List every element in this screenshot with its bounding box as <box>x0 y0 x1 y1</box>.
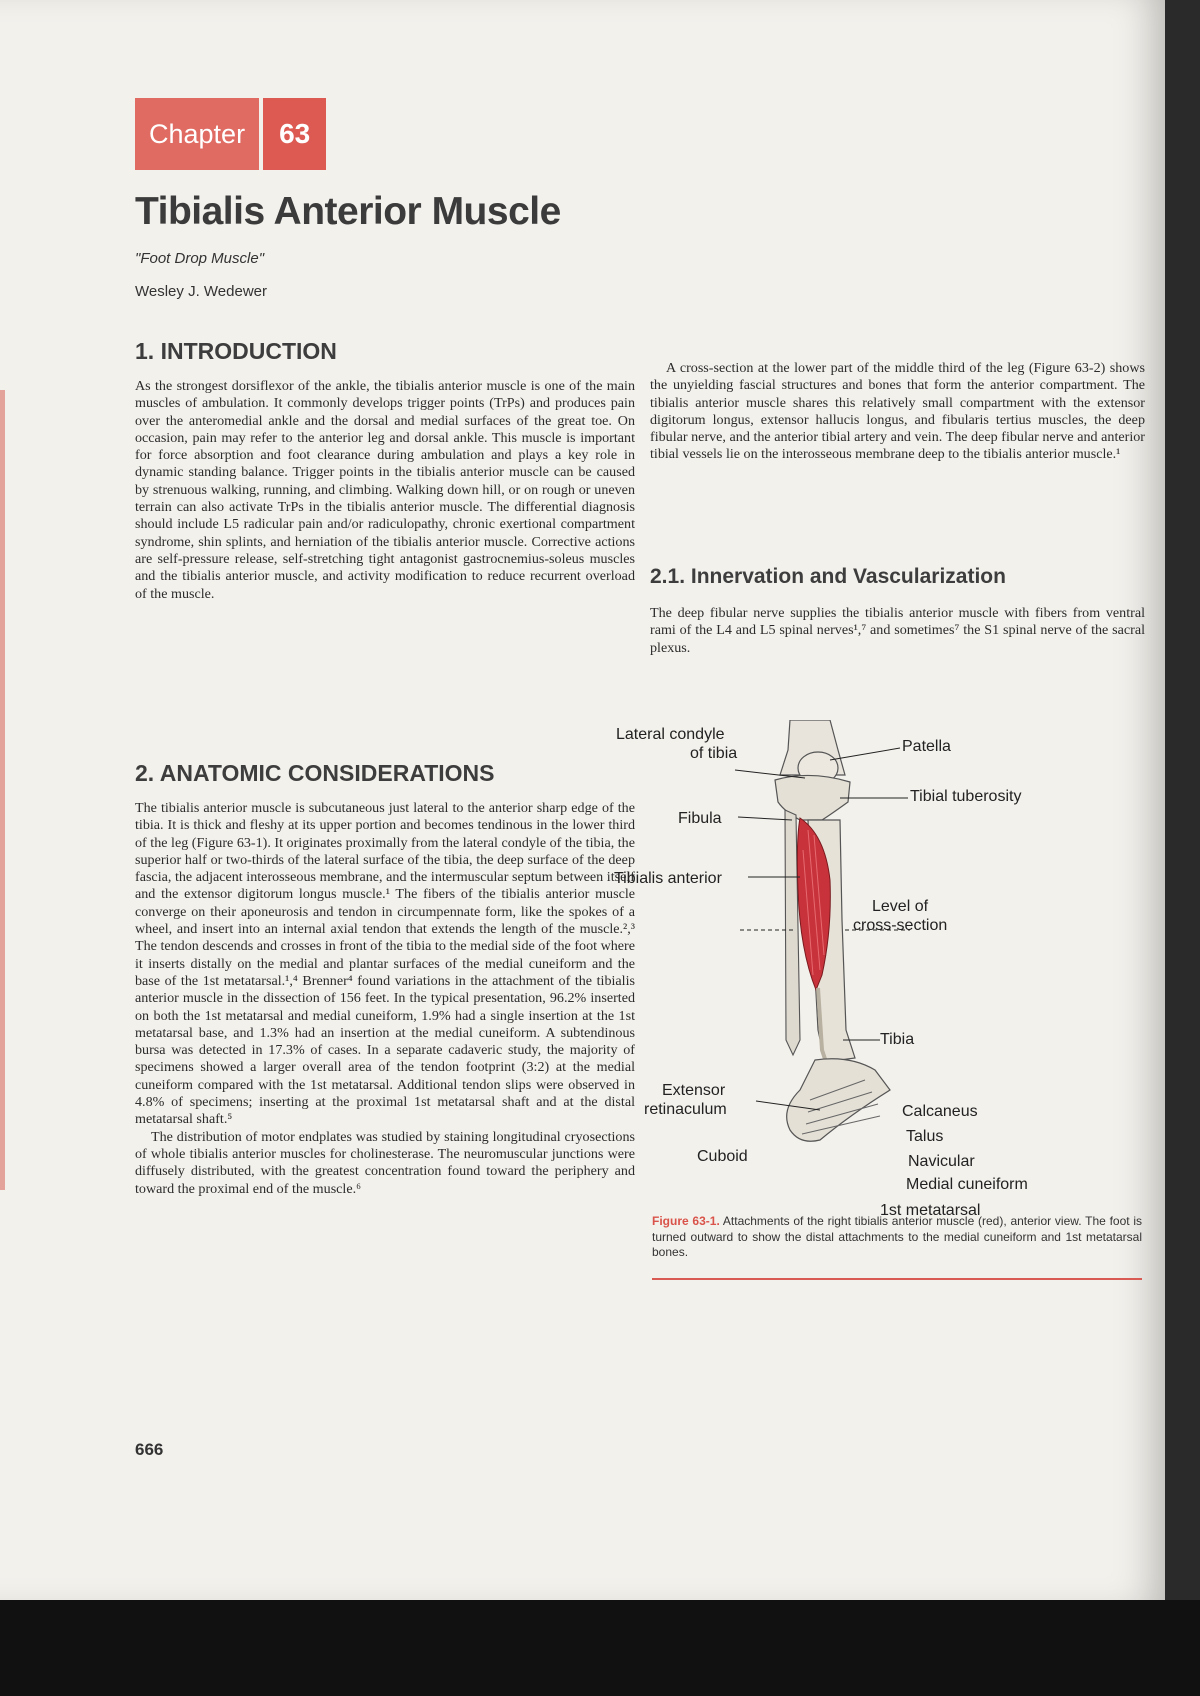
intro-text <box>135 378 635 603</box>
label-first-metatarsal: 1st metatarsal <box>880 1202 981 1219</box>
chapter-title: Tibialis Anterior Muscle <box>135 190 561 233</box>
label-cross-section: cross-section <box>853 917 948 934</box>
heading-introduction: 1. INTRODUCTION <box>135 338 337 364</box>
page-edge-rule <box>0 390 5 1190</box>
cross-section-paragraph: A cross-section at the lower part of the middle third of the leg (Figure 63-2) shows the unyielding fascial structures and bones that form the anterior compartment. The tibialis anterior muscle shares this relatively small compartment with the extensor digitorum longus, extensor hallucis longus, and fibularis tertius muscles, the deep fibular nerve, and the anterior tibial artery and vein. The deep fibular nerve and anterior tibial vessels lie on the interosseous membrane deep to the tibialis anterior muscle.¹ <box>650 360 1145 463</box>
label-of-tibia: of tibia <box>690 745 738 762</box>
caption-label: Figure 63-1. <box>652 1214 720 1228</box>
innervation-paragraph: The deep fibular nerve supplies the tibialis anterior muscle with fibers from ventral rami of the L4 and L5 spinal nerves¹,⁷ and sometimes⁷ the S1 spinal nerve of the sacral plexus. <box>650 605 1145 656</box>
chapter-number: 63 <box>263 98 326 170</box>
muscle-nickname: "Foot Drop Muscle" <box>135 250 265 267</box>
heading-anatomic-considerations: 2. ANATOMIC CONSIDERATIONS <box>135 760 495 786</box>
anatomic-paragraph-2: The distribution of motor endplates was studied by staining longitudinal cryosections of whole tibialis anterior muscles for cholinesterase. The neuromuscular junctions were diffusely distributed, with the greatest concentration found toward the periphery and toward the proximal end of the muscle.⁶ <box>135 1128 635 1197</box>
label-lateral-condyle: Lateral condyle <box>616 726 725 743</box>
page-number: 666 <box>135 1440 164 1459</box>
chapter-badge <box>135 98 326 170</box>
label-level-of: Level of <box>872 898 929 915</box>
label-cuboid: Cuboid <box>697 1148 748 1165</box>
caption-text: Attachments of the right tibialis anterior muscle (red), anterior view. The foot is turned outward to show the distal attachments to the medial cuneiform and 1st metatarsal bones. <box>652 1214 1143 1259</box>
scan-dark-margin <box>0 1600 1200 1696</box>
label-medial-cuneiform: Medial cuneiform <box>906 1176 1028 1193</box>
cross-section-text <box>650 360 1145 464</box>
label-retinaculum: retinaculum <box>644 1101 727 1118</box>
label-calcaneus: Calcaneus <box>902 1103 978 1120</box>
label-tibialis-anterior: Tibialis anterior <box>614 870 722 887</box>
anatomic-text <box>135 800 635 1198</box>
label-tibia: Tibia <box>880 1031 915 1048</box>
label-patella: Patella <box>902 738 951 755</box>
chapter-word: Chapter <box>135 98 259 170</box>
intro-paragraph: As the strongest dorsiflexor of the ankle, the tibialis anterior muscle is one of the main muscles of ambulation. It commonly develops trigger points (TrPs) and produces pain over the anteromedial ankle and the dorsal and medial surfaces of the great toe. On occasion, pain may refer to the anterior leg and dorsal ankle. This muscle is important for force absorption and foot clearance during ambulation and plays a key role in dynamic standing balance. Trigger points in the tibialis anterior muscle can be caused by strenuous walking, running, and climbing. Walking down hill, or on rough or uneven terrain can also activate TrPs in the tibialis anterior muscle. The differential diagnosis should include L5 radicular pain and/or radiculopathy, chronic exertional compartment syndrome, shin splints, and herniation of the tibialis anterior muscle. Corrective actions are self-pressure release, self-stretching tight antagonist gastrocnemius-soleus muscles and the tibialis anterior muscle, and activity modification to reduce recurrent overload of the muscle. <box>135 378 635 602</box>
caption-rule <box>652 1278 1142 1280</box>
anatomic-paragraph-1: The tibialis anterior muscle is subcutaneous just lateral to the anterior sharp edge of the tibia. It is thick and fleshy at its upper portion and becomes tendinous in the lower third of the leg (Figure 63-1). It originates proximally from the lateral condyle of the tibia, the superior half or two-thirds of the lateral surface of the tibia, the deep surface of the deep fascia, the adjacent interosseous membrane, and the intermuscular septum between itself and the extensor digitorum longus muscle.¹ The fibers of the tibialis anterior muscle converge on their aponeurosis and tendon in circumpennate form, like the spokes of a wheel, and insert into an internal axial tendon that extends the length of the muscle.²,³ The tendon descends and crosses in front of the tibia to the medial side of the foot where it inserts distally on the medial and plantar surfaces of the medial cuneiform and the base of the 1st metatarsal.¹,⁴ Brenner⁴ found variations in the attachment of the tibialis anterior muscle in the dissection of 156 feet. In the typical presentation, 96.2% inserted on both the 1st metatarsal and medial cuneiform, 1.9% had a single insertion at the 1st metatarsal base, and 1.3% had an insertion at the medial cuneiform. A subtendinous bursa was detected in 17.3% of cases. In a separate cadaveric study, the majority of specimens showed a larger overall area of the tendon footprint (3:2) at the medial cuneiform compared with the 1st metatarsal. Additional tendon slips were observed in 4.8% of specimens; inserting at the proximal 1st metatarsal shaft and at the distal metatarsal shaft.⁵ <box>135 800 635 1128</box>
figure-caption <box>652 1214 1142 1261</box>
label-fibula: Fibula <box>678 810 722 827</box>
label-extensor: Extensor <box>662 1082 726 1099</box>
label-tibial-tuberosity: Tibial tuberosity <box>910 788 1022 805</box>
innervation-text <box>650 605 1145 657</box>
heading-innervation: 2.1. Innervation and Vascularization <box>650 565 1006 588</box>
label-navicular: Navicular <box>908 1153 975 1170</box>
label-talus: Talus <box>906 1128 944 1145</box>
author-name: Wesley J. Wedewer <box>135 283 267 300</box>
